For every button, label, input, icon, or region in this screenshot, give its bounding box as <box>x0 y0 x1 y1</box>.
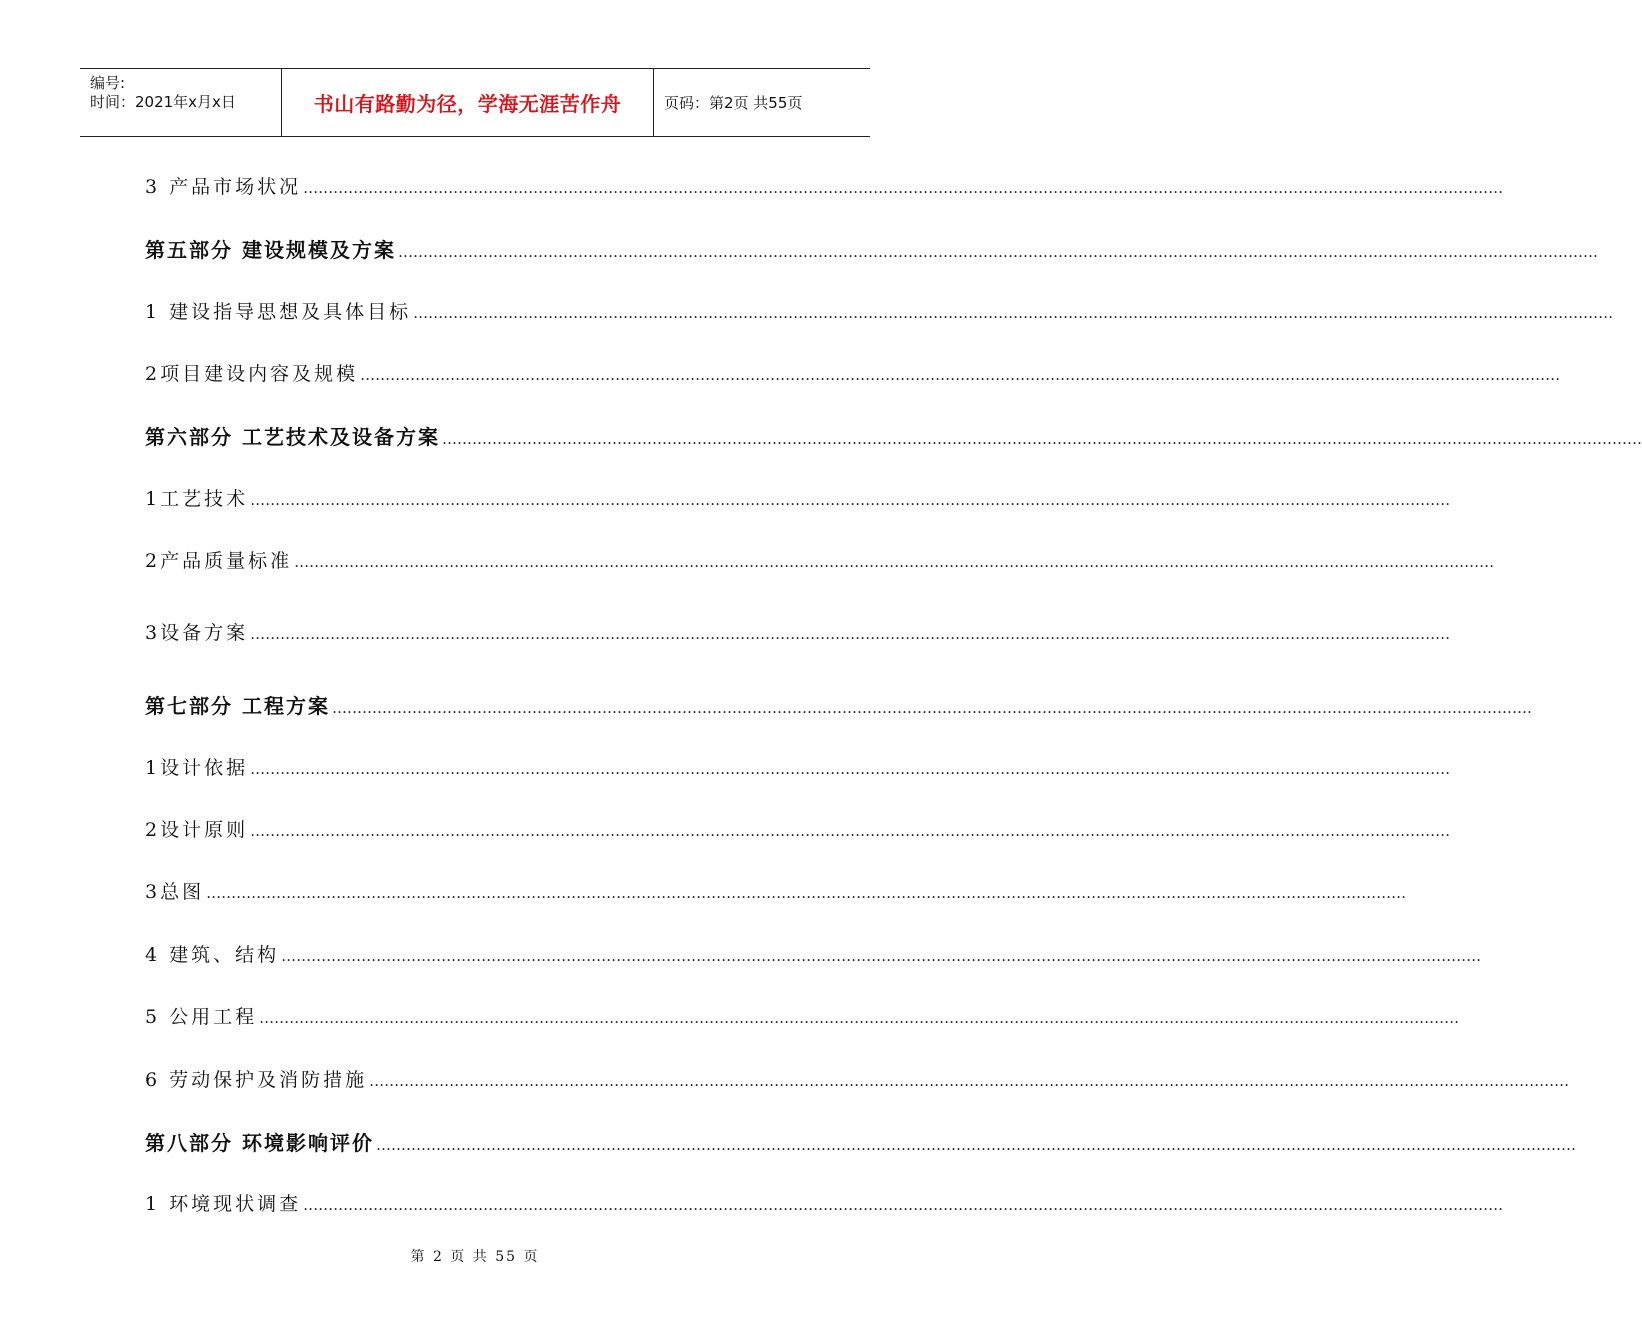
toc-entry-title: 2设计原则 <box>145 819 249 841</box>
toc-entry <box>145 172 1504 199</box>
document-time-label: 时间：2021年x月x日 <box>90 93 236 111</box>
header-page-cell <box>654 69 870 136</box>
toc-leader-dots: …………………………………………………………………………………………………………………………………………………………………………………………………………………… <box>441 430 1642 448</box>
toc-leader-dots: …………………………………………………………………………………………………………………………………………………………………………………………………………………… <box>250 491 1451 509</box>
toc-entry-title: 4 建筑、结构 <box>145 944 280 966</box>
header-page-label: 页码：第2页 共55页 <box>664 94 803 112</box>
header-motto-cell <box>282 69 654 136</box>
toc-entry <box>145 1189 1504 1216</box>
toc-leader-dots: …………………………………………………………………………………………………………………………………………………………………………………………………………………… <box>397 243 1598 261</box>
toc-leader-dots: …………………………………………………………………………………………………………………………………………………………………………………………………………………… <box>206 884 1407 902</box>
toc-section-heading <box>145 421 1642 450</box>
toc-entry <box>145 484 1451 511</box>
header-left-cell <box>80 69 282 136</box>
toc-entry <box>145 815 1451 842</box>
document-number-label: 编号: <box>90 74 126 92</box>
toc-entry <box>145 940 1482 967</box>
toc-section-heading <box>145 690 1532 719</box>
toc-entry <box>145 877 1407 904</box>
toc-leader-dots: …………………………………………………………………………………………………………………………………………………………………………………………………………………… <box>250 625 1451 643</box>
toc-entry <box>145 753 1451 780</box>
toc-entry <box>145 546 1495 573</box>
toc-entry <box>145 359 1561 386</box>
page-footer: 第 2 页 共 55 页 <box>410 1249 540 1265</box>
toc-leader-dots: …………………………………………………………………………………………………………………………………………………………………………………………………………………… <box>303 179 1504 197</box>
toc-entry-title: 2项目建设内容及规模 <box>145 363 359 385</box>
toc-leader-dots: …………………………………………………………………………………………………………………………………………………………………………………………………………………… <box>375 1136 1576 1154</box>
toc-entry-title: 3 产品市场状况 <box>145 176 302 198</box>
toc-entry <box>145 618 1451 645</box>
toc-entry-title: 3设备方案 <box>145 622 249 644</box>
toc-leader-dots: …………………………………………………………………………………………………………………………………………………………………………………………………………………… <box>303 1196 1504 1214</box>
page-header <box>80 68 870 137</box>
toc-section-heading <box>145 1127 1576 1156</box>
toc-leader-dots: …………………………………………………………………………………………………………………………………………………………………………………………………………………… <box>259 1009 1460 1027</box>
toc-leader-dots: …………………………………………………………………………………………………………………………………………………………………………………………………………………… <box>360 366 1561 384</box>
toc-entry-title: 5 公用工程 <box>145 1006 258 1028</box>
toc-entry <box>145 1002 1460 1029</box>
toc-entry-title: 第五部分 建设规模及方案 <box>145 238 396 262</box>
toc-leader-dots: …………………………………………………………………………………………………………………………………………………………………………………………………………………… <box>281 947 1482 965</box>
toc-entry-title: 第六部分 工艺技术及设备方案 <box>145 425 440 449</box>
toc-entry-title: 1工艺技术 <box>145 488 249 510</box>
toc-leader-dots: …………………………………………………………………………………………………………………………………………………………………………………………………………………… <box>294 553 1495 571</box>
toc-leader-dots: …………………………………………………………………………………………………………………………………………………………………………………………………………………… <box>413 304 1614 322</box>
toc-section-heading <box>145 234 1598 263</box>
toc-entry-title: 2产品质量标准 <box>145 550 293 572</box>
toc-entry-title: 1 环境现状调查 <box>145 1193 302 1215</box>
toc-entry <box>145 297 1614 324</box>
toc-leader-dots: …………………………………………………………………………………………………………………………………………………………………………………………………………………… <box>250 822 1451 840</box>
toc-entry-title: 3总图 <box>145 881 205 903</box>
toc-leader-dots: …………………………………………………………………………………………………………………………………………………………………………………………………………………… <box>250 760 1451 778</box>
toc-entry-title: 6 劳动保护及消防措施 <box>145 1069 368 1091</box>
toc-entry <box>145 1065 1570 1092</box>
header-motto: 书山有路勤为径，学海无涯苦作舟 <box>313 92 622 116</box>
toc-entry-title: 第七部分 工程方案 <box>145 694 330 718</box>
toc-entry-title: 1 建设指导思想及具体目标 <box>145 301 412 323</box>
toc-entry-title: 1设计依据 <box>145 757 249 779</box>
toc-leader-dots: …………………………………………………………………………………………………………………………………………………………………………………………………………………… <box>369 1072 1570 1090</box>
toc-entry-title: 第八部分 环境影响评价 <box>145 1131 374 1155</box>
toc-leader-dots: …………………………………………………………………………………………………………………………………………………………………………………………………………………… <box>331 699 1532 717</box>
